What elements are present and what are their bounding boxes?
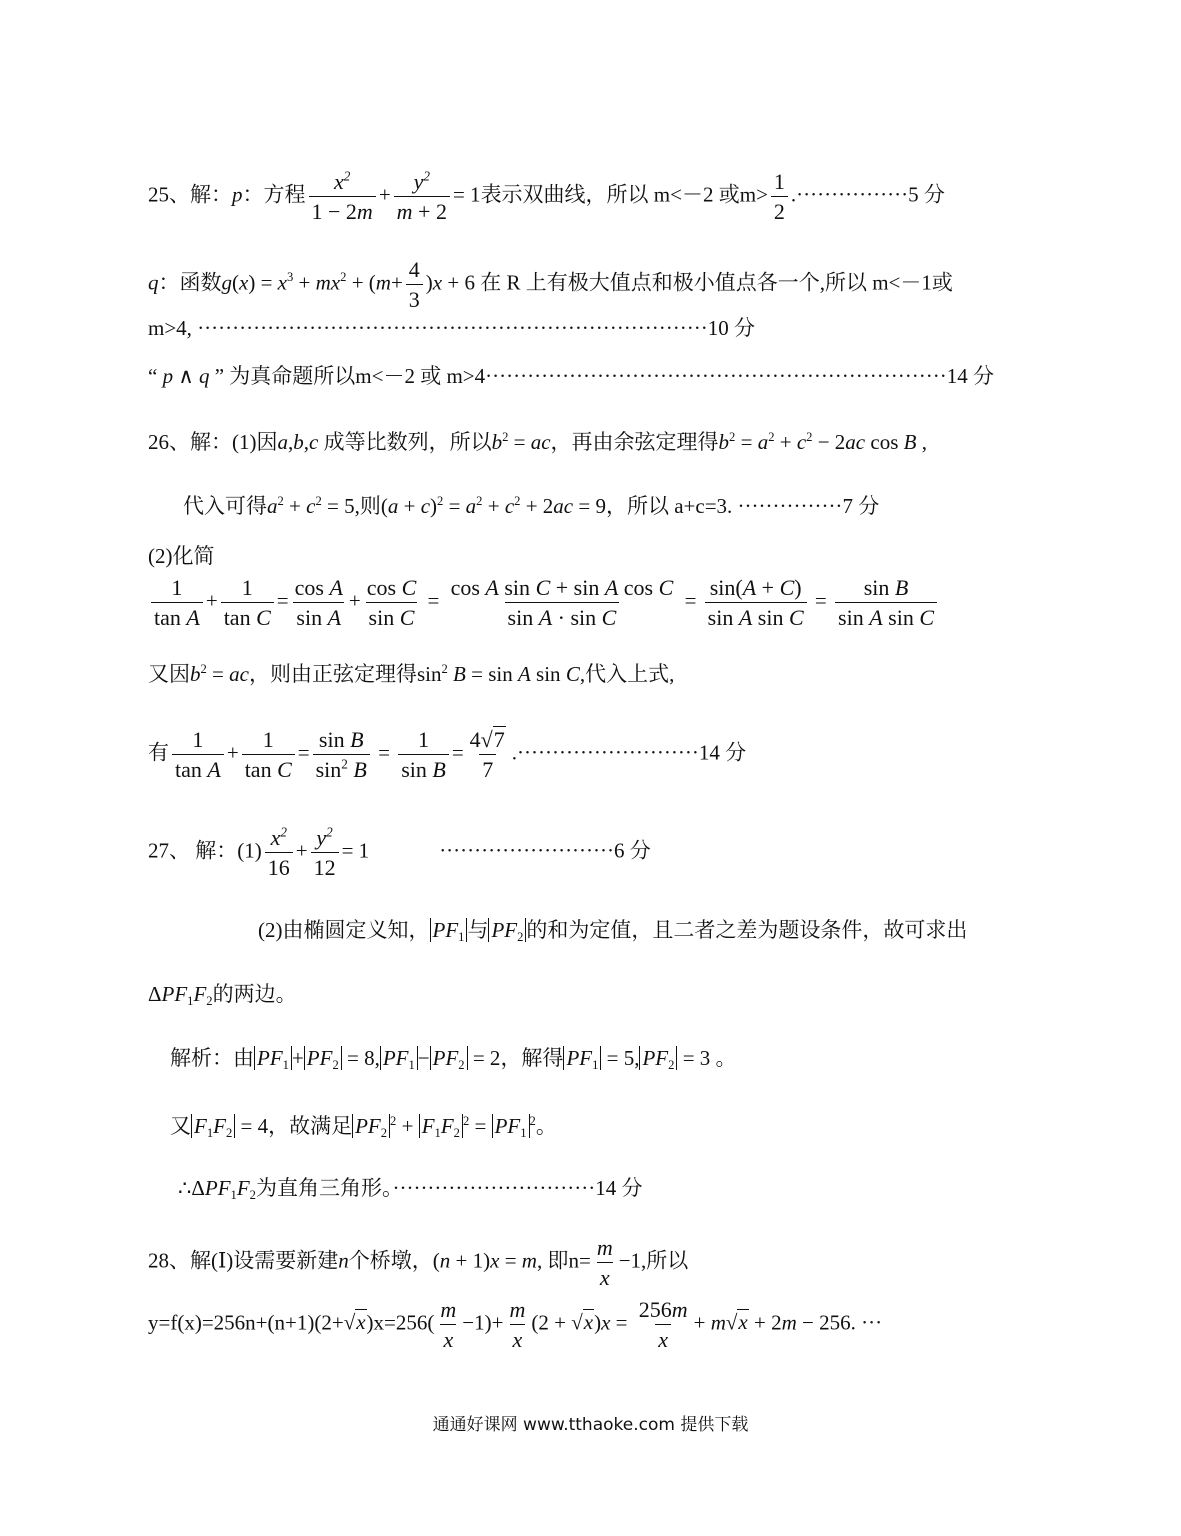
q25-line4: “ p ∧ q ” 为真命题所以m<－2 或 m>4··································································14 分	[148, 364, 994, 388]
q27-line3: $\Delta PF_1F_2$的两边。	[148, 982, 297, 1008]
footer-credit: 通通好课网 www.tthaoke.com 提供下载	[432, 1415, 749, 1435]
fraction-y2: $\frac{y^2}{m + 2}$	[394, 170, 450, 223]
q28-line1: 28、解(Ⅰ)设需要新建n个桥墩，(n + 1)x = m, 即n= $\frac{m}{x}$ −1,所以	[148, 1235, 689, 1291]
q27-line2: (2)由椭圆定义知， $PF_1$ 与 $PF_2$ 的和为定值，且二者之差为题设条件，故可求出	[258, 918, 968, 944]
q27-line1: 27、 解：(1) $\frac{x^2}{16}$ + $\frac{y^2}{12}$ = 1 ·························6 分	[148, 824, 651, 881]
q26-line2: 代入可得$a^2 + c^2 = 5$,则$(a + c)^2 = a^2 + c^2 + 2ac = 9$，所以 a+c=3. ···············7 分	[183, 493, 880, 518]
q25-line3: m>4, ·········································································10 分	[148, 316, 755, 340]
q26-line5: 又因$b^2$ = ac，则由正弦定理得$\sin^2 B = \sin A$ sin C,代入上式,	[148, 661, 675, 686]
fraction-half: $\frac{1}{2}$	[771, 170, 788, 223]
fraction-four-thirds: $\frac{4}{3}$	[406, 258, 423, 311]
q27-line6: $\therefore\Delta PF_1F_2$为直角三角形。·····························14 分	[178, 1176, 643, 1202]
fraction-x2: $\frac{x^2}{1 - 2m}$	[309, 170, 376, 223]
q25-line1: 25、解：p：方程 $\frac{x^2}{1 - 2m}$ + $\frac{y^2}{m + 2}$ = 1表示双曲线，所以 m<－2 或m> $\frac{1}{2}$ .················5 分	[148, 168, 945, 225]
q26-line4-equation: $\frac{1}{\text{tan A}}$ + $\frac{1}{\text{tan C}}$ = $\frac{\text{cos A}}{\text{sin A}}$ + $\frac{\text{cos C}}{\text{sin C}}$ = $\frac{\text{cos A sin C + sin A cos C}}{\text{sin A · sin C}}$ = $\frac{\sin(A + C)}{\text{sin A sin C}}$ = $\frac{\text{sin B}}{\text{sin A sin C}}$	[148, 576, 940, 629]
q26-part2-label: (2)化简	[148, 544, 215, 568]
q25-line2: q：函数$g(x) = x^3 + mx^2 + (m+$ $\frac{4}{3}$ )x + 6 在 R 上有极大值点和极小值点各一个,所以 m<－1或	[148, 257, 953, 313]
q26-line1: 26、解：(1)因a,b,c 成等比数列，所以$b^2$ = ac，再由余弦定理得$b^2 = a^2 + c^2 - 2ac$ cos B ,	[148, 429, 927, 454]
q26-line6: 有 $\frac{1}{\text{tan A}}$ + $\frac{1}{\text{tan C}}$ = $\frac{\text{sin B}}{\sin^2 B}$ = $\frac{1}{\text{sin B}}$ = $\frac{4√7}{7}$ .··························14 分	[148, 727, 747, 783]
q27-line5: 又 $F_1F_2 = 4$，故满足 $PF_2^2 + F_1F_2^2 = PF_1^2$。	[170, 1113, 557, 1140]
q27-line4: 解析：由 $PF_1 + PF_2 = 8$, $PF_1 - PF_2 = 2$，解得 $PF_1 = 5$, $PF_2 = 3$ 。	[170, 1046, 737, 1072]
q28-line2: y=f(x)=256n+(n+1)(2+√x)x=256( $\frac{m}{x}$ −1)+ $\frac{m}{x}$ (2 + √x)x = $\frac{256m}{x}$ + m√x + 2m − 256. ···	[148, 1297, 883, 1353]
